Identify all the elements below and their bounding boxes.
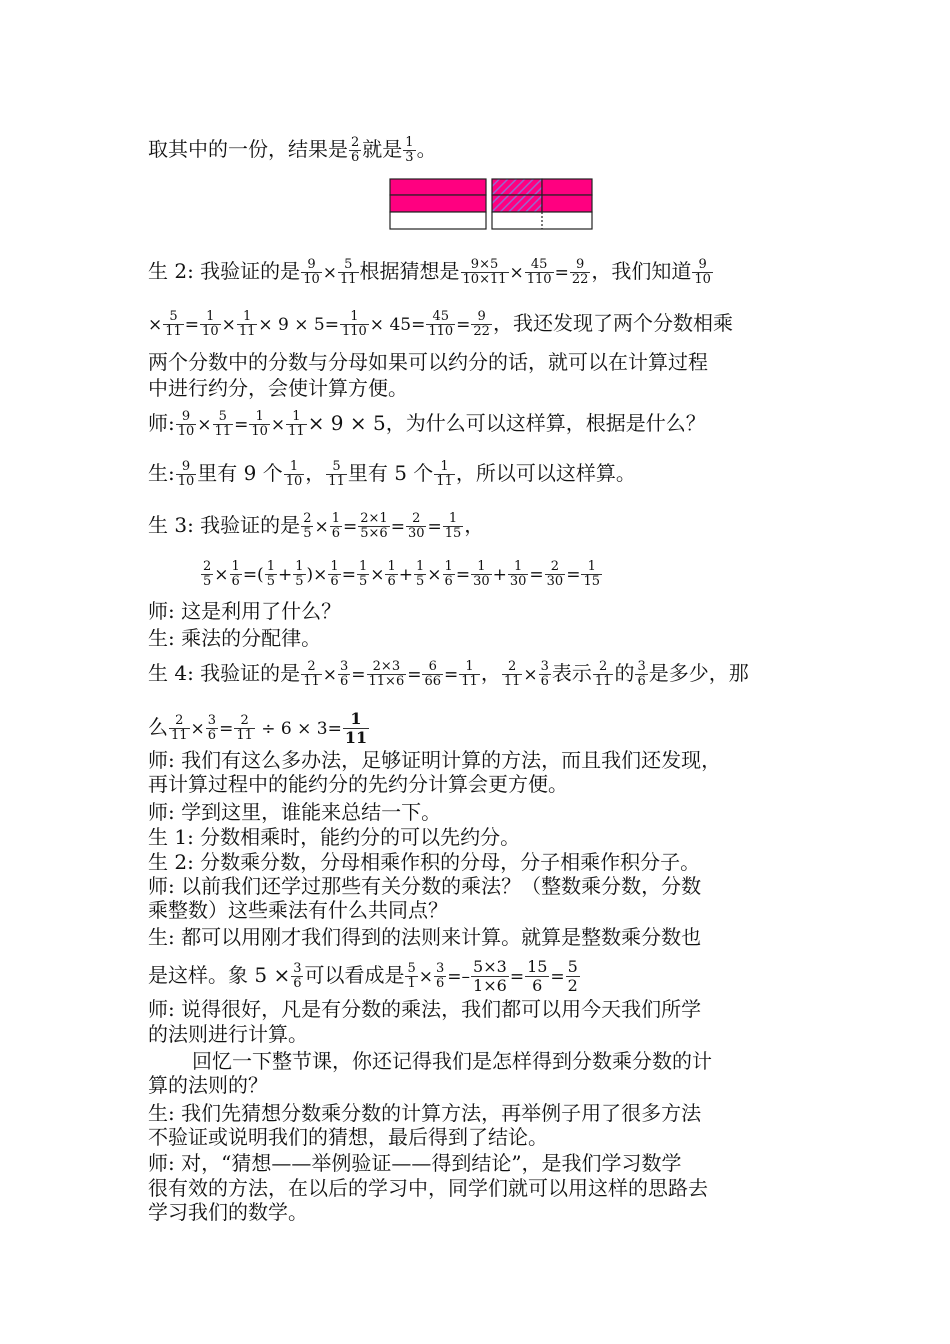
teacher-question-line: 师: $\frac{9}{10}$ × $\frac{5}{11}$ = $\frac{1}{10}$ × $\frac{1}{11}$ × 9 × 5，为什么可以这样算，根据是什么？ [148, 409, 706, 439]
paragraph-line: 学习我们的数学。 [148, 1200, 308, 1224]
student-line: 生: 乘法的分配律。 [148, 626, 322, 650]
paragraph-line: 乘整数）这些乘法有什么共同点？ [148, 898, 448, 922]
student4-line1: 生 4: 我验证的是 $\frac{2}{11}$ × $\frac{3}{6}$ = $\frac{2\times 3}{11\times 6}$ = $\frac{6}{66}$ = $\frac{1}{11}$ ， $\frac{2}{11}$ × $\frac{3}{6}$ 表示 $\frac{2}{11}$ 的 $\frac{3}{6}$ 是多少，那 [148, 659, 749, 689]
student4-line2: 么 $\frac{2}{11}$ × $\frac{3}{6}$ = $\frac{2}{11}$ ÷ 6 × 3= $\frac{1}{11}$ [148, 709, 368, 747]
student3-line2: $\frac{2}{5}$ × $\frac{1}{6}$ =( $\frac{1}{5}$ + $\frac{1}{5}$ )× $\frac{1}{6}$ = $\frac{1}{5}$ × $\frac{1}{6}$ + $\frac{1}{5}$ × $\frac{1}{6}$ = $\frac{1}{30}$ + $\frac{1}{30}$ = $\frac{2}{30}$ = $\frac{1}{15}$ [203, 559, 600, 589]
paragraph-line: 生: 都可以用刚才我们得到的法则来计算。就算是整数乘分数也 [148, 925, 702, 949]
student-answer-line: 生: $\frac{9}{10}$ 里有 9 个 $\frac{1}{10}$ ， $\frac{5}{11}$ 里有 5 个 $\frac{1}{11}$ ，所以可以这样算。 [148, 459, 636, 489]
intro-line: 取其中的一份，结果是 $\frac{2}{6}$ 就是 $\frac{1}{3}$ 。 [148, 135, 437, 165]
paragraph-line: 师: 学到这里，谁能来总结一下。 [148, 800, 442, 824]
fraction-bar-diagram [389, 178, 594, 230]
example-line: 是这样。象 5 × $\frac{3}{6}$ 可以看成是 $\frac{5}{1}$ × $\frac{3}{6}$ =– $\frac{5\times 3}{1\times 6}$ = $\frac{15}{6}$ = $\frac{5}{2}$ [148, 957, 578, 995]
fraction: $\frac{1}{3}$ [405, 135, 414, 165]
student2-line3: 两个分数中的分数与分母如果可以约分的话，就可以在计算过程 [148, 350, 708, 374]
bar-left [390, 179, 486, 229]
paragraph-line: 不验证或说明我们的猜想，最后得到了结论。 [148, 1125, 548, 1149]
student2-line4: 中进行约分，会使计算方便。 [148, 376, 408, 400]
paragraph-line: 再计算过程中的能约分的先约分计算会更方便。 [148, 772, 568, 796]
paragraph-line: 生: 我们先猜想分数乘分数的计算方法，再举例子用了很多方法 [148, 1101, 702, 1125]
paragraph-line: 生 1: 分数相乘时，能约分的可以先约分。 [148, 825, 521, 849]
paragraph-line: 很有效的方法，在以后的学习中，同学们就可以用这样的思路去 [148, 1176, 708, 1200]
paragraph-line: 师: 以前我们还学过那些有关分数的乘法？（整数乘分数，分数 [148, 874, 702, 898]
paragraph-line: 师: 对，“猜想——举例验证——得到结论”，是我们学习数学 [148, 1151, 682, 1175]
student2-line1: 生 2: 我验证的是 $\frac{9}{10}$ × $\frac{5}{11}$ 根据猜想是 $\frac{9\times 5}{10\times 11}$ × $\frac{45}{110}$ = $\frac{9}{22}$ ，我们知道 $\frac{9}{10}$ [148, 257, 711, 287]
paragraph-line: 算的法则的？ [148, 1073, 268, 1097]
student3-line1: 生 3: 我验证的是 $\frac{2}{5}$ × $\frac{1}{6}$ = $\frac{2\times 1}{5\times 6}$ = $\frac{2}{30}$ = $\frac{1}{15}$ ， [148, 511, 485, 541]
fraction: $\frac{2}{6}$ [351, 135, 360, 165]
student2-line2: × $\frac{5}{11}$ = $\frac{1}{10}$ × $\frac{1}{11}$ × 9 × 5= $\frac{1}{110}$ × 45= $\frac{45}{110}$ = $\frac{9}{22}$ ，我还发现了两个分数相乘 [148, 309, 733, 339]
paragraph-line: 回忆一下整节课，你还记得我们是怎样得到分数乘分数的计 [192, 1049, 712, 1073]
paragraph-line: 师: 说得很好，凡是有分数的乘法，我们都可以用今天我们所学 [148, 997, 702, 1021]
paragraph-line: 的法则进行计算。 [148, 1022, 308, 1046]
paragraph-line: 生 2: 分数乘分数，分母相乘作积的分母，分子相乘作积分子。 [148, 850, 701, 874]
bar-right [492, 179, 592, 229]
teacher-line: 师: 这是利用了什么？ [148, 599, 342, 623]
paragraph-line: 师: 我们有这么多办法，足够证明计算的方法，而且我们还发现， [148, 748, 722, 772]
